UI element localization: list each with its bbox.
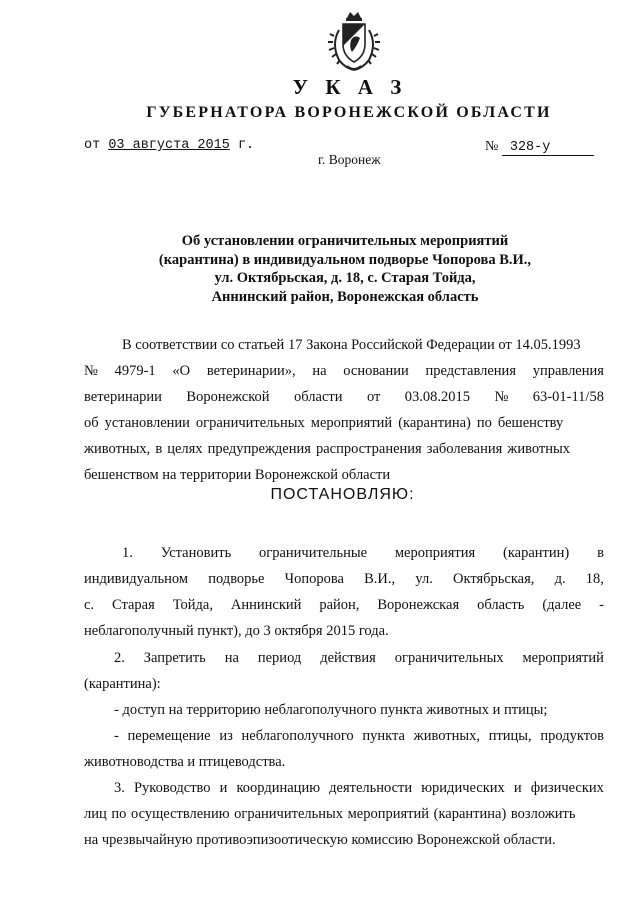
word: В.И.,: [364, 571, 396, 587]
item-3-paragraph: [84, 775, 604, 853]
word: перемещение: [127, 728, 211, 744]
word: и: [513, 780, 522, 796]
word: 63-01-11/58: [532, 389, 604, 405]
word: Аннинский: [230, 597, 302, 613]
text-line: [84, 592, 604, 618]
item-1-paragraph: [84, 540, 604, 644]
word: (далее: [542, 597, 582, 613]
word: юридических: [421, 780, 505, 796]
word: 18,: [585, 571, 604, 587]
item-2-bullet-1: [84, 697, 604, 723]
text-line: [84, 723, 604, 749]
word: «О: [172, 363, 191, 379]
text-line: - доступ на территорию неблагополучного пункта животных и птицы;: [114, 702, 548, 718]
coat-of-arms-icon: [325, 10, 383, 74]
date-suffix: г.: [237, 138, 255, 153]
word: №: [494, 389, 509, 405]
issuer-subtitle: ГУБЕРНАТОРА ВОРОНЕЖСКОЙ ОБЛАСТИ: [146, 104, 552, 121]
coat-of-arms-emblem: [325, 10, 383, 74]
word: физических: [530, 780, 604, 796]
text-line: В соответствии со статьей 17 Закона Российской Федерации от 14.05.1993: [122, 337, 581, 353]
text-line: неблагополучный пункт), до 3 октября 2015 года.: [84, 623, 389, 639]
word: действия: [320, 650, 376, 666]
text-line: [84, 540, 604, 566]
word: 4979-1: [114, 363, 156, 379]
document-number: [485, 139, 594, 156]
subject-line: Аннинский район, Воронежская область: [211, 288, 479, 305]
word: из: [219, 728, 233, 744]
word: ул.: [415, 571, 433, 587]
document-date: [84, 138, 254, 153]
word: ветеринарии: [84, 389, 162, 405]
word: Воронежской: [186, 389, 270, 405]
word: продуктов: [540, 728, 604, 744]
word: -: [114, 728, 119, 744]
word: период: [257, 650, 302, 666]
word: управления: [532, 363, 604, 379]
document-type-title: У К А З: [292, 75, 408, 99]
word: Тойда,: [172, 597, 213, 613]
date-value: 03 августа 2015: [108, 138, 230, 153]
word: мероприятий: [522, 650, 604, 666]
preamble-paragraph: [84, 332, 604, 488]
text-line: [84, 775, 604, 801]
word: пункта: [362, 728, 405, 744]
word: и: [219, 780, 228, 796]
text-line: животноводства и птицеводства.: [84, 754, 286, 770]
date-prefix: от: [84, 138, 101, 153]
word: индивидуальном: [84, 571, 189, 587]
number-value: 328-у: [502, 140, 594, 156]
word: 03.08.2015: [404, 389, 471, 405]
text-line: лиц по осуществлению ограничительных мероприятий (карантина) возложить: [84, 806, 576, 822]
subject-line: ул. Октябрьская, д. 18, с. Старая Тойда,: [214, 270, 476, 286]
text-line: об установлении ограничительных мероприятий (карантина) по бешенству: [84, 415, 564, 431]
word: области: [294, 389, 343, 405]
text-line: [84, 358, 604, 384]
word: -: [599, 597, 604, 613]
word: Октябрьская,: [453, 571, 535, 587]
text-line: [84, 566, 604, 592]
text-line: животных, в целях предупреждения распространения заболевания животных: [84, 441, 570, 457]
word: д.: [554, 571, 566, 587]
word: представления: [425, 363, 516, 379]
word: мероприятия: [394, 545, 476, 561]
subject-line: (карантина) в индивидуальном подворье Чопорова В.И.,: [158, 251, 532, 268]
text-line: (карантина):: [84, 676, 161, 692]
item-2-paragraph: [84, 645, 604, 697]
number-label: №: [485, 139, 499, 154]
document-subject: [100, 232, 590, 306]
word: от: [366, 389, 381, 405]
word: 1.: [122, 545, 133, 561]
word: птицы,: [488, 728, 532, 744]
word: на: [312, 363, 327, 379]
word: ограничительные: [259, 545, 368, 561]
text-line: [84, 384, 604, 410]
word: район,: [319, 597, 360, 613]
word: Руководство: [133, 780, 211, 796]
word: 2.: [114, 650, 125, 666]
text-line: бешенством на территории Воронежской области: [84, 467, 391, 483]
word: Воронежская: [377, 597, 460, 613]
item-2-bullet-2: [84, 723, 604, 775]
word: неблагополучного: [241, 728, 354, 744]
word: координацию: [236, 780, 321, 796]
word: на: [224, 650, 239, 666]
word: (карантин): [503, 545, 570, 561]
text-line: [84, 645, 604, 671]
word: Старая: [112, 597, 155, 613]
word: подворье: [208, 571, 265, 587]
subject-line: Об установлении ограничительных мероприятий: [181, 233, 509, 249]
word: основании: [343, 363, 409, 379]
word: ветеринарии»,: [206, 363, 296, 379]
text-line: на чрезвычайную противоэпизоотическую комиссию Воронежской области.: [84, 832, 556, 848]
word: животных,: [413, 728, 480, 744]
word: Запретить: [143, 650, 206, 666]
word: область: [477, 597, 525, 613]
word: 3.: [114, 780, 125, 796]
word: №: [84, 363, 98, 379]
word: Установить: [160, 545, 232, 561]
word: с.: [84, 597, 95, 613]
word: в: [597, 545, 604, 561]
word: деятельности: [329, 780, 413, 796]
city-line: г. Воронеж: [318, 152, 381, 167]
word: Чопорова: [284, 571, 344, 587]
decree-word: ПОСТАНОВЛЯЮ:: [270, 486, 415, 503]
word: ограничительных: [394, 650, 504, 666]
